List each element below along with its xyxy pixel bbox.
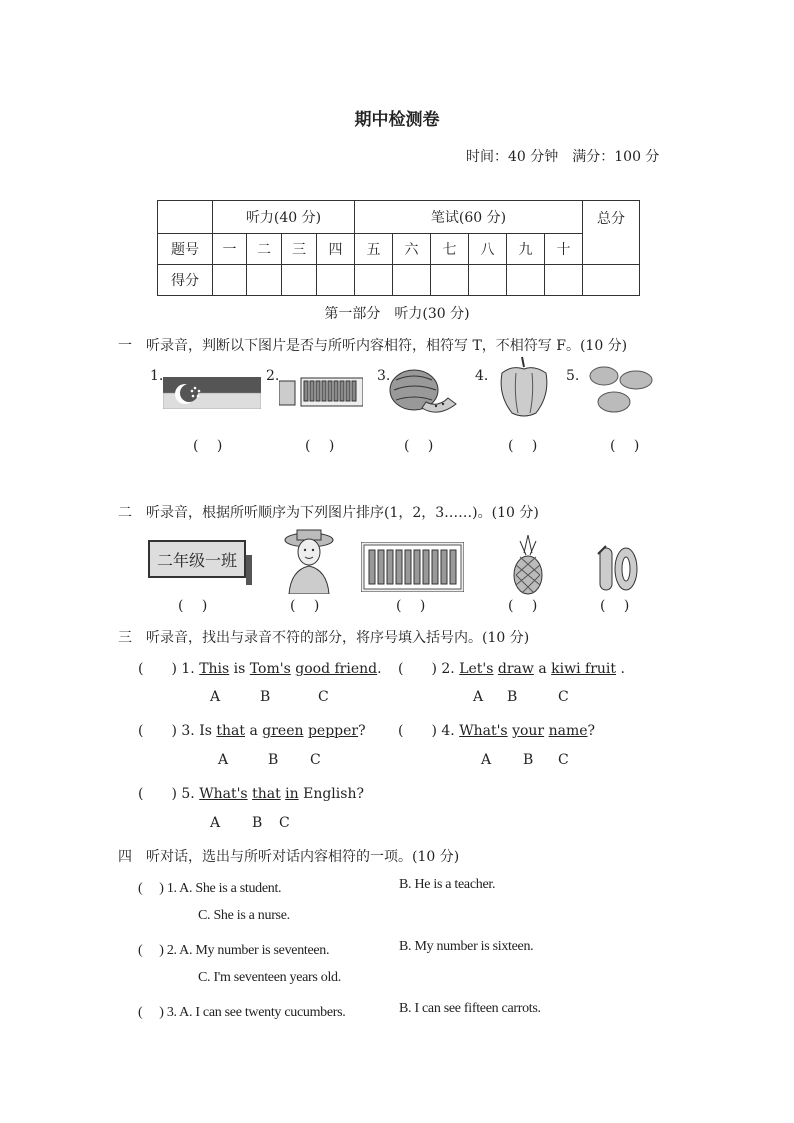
option-b[interactable]: B. I can see fifteen carrots. — [399, 1001, 541, 1016]
label-b: B — [252, 815, 263, 831]
score-input-cell[interactable] — [355, 265, 393, 296]
flag-picture — [163, 377, 261, 409]
blank-cell — [158, 201, 213, 234]
part-heading: 第一部分 听力(30 分) — [324, 306, 470, 322]
section-1-title: 一 听录音，判断以下图片是否与所听内容相符，相符写 T，不相符写 F。(10 分) — [118, 338, 628, 354]
num-cell: 五 — [355, 234, 393, 265]
answer-paren[interactable]: ( ) — [138, 943, 164, 958]
question-3-5 — [138, 783, 364, 803]
total-input-cell[interactable] — [583, 265, 640, 296]
underlined-word-c: pepper — [307, 723, 359, 739]
label-c: C — [318, 689, 329, 705]
answer-paren[interactable]: ( ) — [508, 598, 538, 614]
score-input-cell[interactable] — [393, 265, 431, 296]
score-input-cell[interactable] — [545, 265, 583, 296]
answer-paren[interactable]: ( ) — [398, 723, 437, 739]
answer-paren[interactable]: ( ) — [404, 438, 434, 454]
plain-text: English? — [298, 786, 364, 802]
num-cell: 六 — [393, 234, 431, 265]
num-cell: 四 — [317, 234, 355, 265]
option-a[interactable]: 1. A. She is a student. — [166, 881, 282, 896]
row-label-score: 得分 — [158, 265, 213, 296]
option-a[interactable]: 2. A. My number is seventeen. — [166, 943, 330, 958]
answer-paren[interactable]: ( ) — [508, 438, 538, 454]
label-a: A — [473, 689, 484, 705]
score-input-cell[interactable] — [213, 265, 247, 296]
label-b: B — [260, 689, 271, 705]
underlined-word-a: that — [216, 723, 245, 739]
option-c[interactable]: C. I'm seventeen years old. — [198, 970, 341, 985]
score-input-cell[interactable] — [247, 265, 282, 296]
pencil-box-picture — [361, 542, 464, 592]
score-input-cell[interactable] — [317, 265, 355, 296]
question-4-2 — [138, 939, 329, 959]
option-b[interactable]: B. My number is sixteen. — [399, 939, 534, 954]
score-input-cell[interactable] — [469, 265, 507, 296]
section-2-title: 二 听录音，根据所听顺序为下列图片排序(1，2，3……)。(10 分) — [118, 505, 539, 521]
question-number: 2. — [441, 661, 455, 677]
plain-text: a — [245, 723, 263, 739]
total-header: 总分 — [583, 201, 640, 265]
answer-paren[interactable]: ( ) — [398, 661, 437, 677]
plain-text: ? — [358, 723, 366, 739]
answer-paren[interactable]: ( ) — [600, 598, 630, 614]
question-3-4 — [398, 720, 595, 740]
label-c: C — [558, 752, 569, 768]
pineapple-picture — [510, 535, 546, 595]
question-number: 5. — [181, 786, 195, 802]
underlined-word-b: that — [252, 786, 281, 802]
underlined-word-c: name — [548, 723, 588, 739]
number-ten-picture — [596, 542, 640, 592]
score-table — [157, 200, 640, 296]
section-3-title: 三 听录音，找出与录音不符的部分，将序号填入括号内。(10 分) — [118, 630, 530, 646]
question-4-1 — [138, 877, 281, 897]
listening-header: 听力(40 分) — [213, 201, 355, 234]
label-c: C — [558, 689, 569, 705]
question-number: 1. — [181, 661, 195, 677]
answer-paren[interactable]: ( ) — [138, 786, 177, 802]
option-b[interactable]: B. He is a teacher. — [399, 877, 496, 892]
watermelon-picture — [386, 368, 458, 418]
sign-post — [246, 555, 252, 585]
num-cell: 十 — [545, 234, 583, 265]
num-cell: 七 — [431, 234, 469, 265]
option-a[interactable]: 3. A. I can see twenty cucumbers. — [166, 1005, 346, 1020]
answer-paren[interactable]: ( ) — [193, 438, 223, 454]
underlined-word-b: your — [512, 723, 545, 739]
underlined-word-b: Tom's — [249, 661, 291, 677]
underlined-word-a: What's — [199, 786, 248, 802]
row-label-question: 题号 — [158, 234, 213, 265]
label-a: A — [481, 752, 492, 768]
answer-paren[interactable]: ( ) — [610, 438, 640, 454]
question-number: 4. — [441, 723, 455, 739]
plain-text: ? — [587, 723, 596, 739]
label-c: C — [279, 815, 290, 831]
label-a: A — [210, 815, 221, 831]
num-cell: 九 — [507, 234, 545, 265]
time-info: 时间：40 分钟 满分：100 分 — [466, 149, 660, 165]
underlined-word-c: in — [285, 786, 299, 802]
underlined-word-c: good friend — [295, 661, 378, 677]
plain-text: . — [616, 661, 625, 677]
answer-paren[interactable]: ( ) — [138, 1005, 164, 1020]
label-a: A — [210, 689, 221, 705]
item-number: 1. — [150, 368, 164, 384]
label-b: B — [268, 752, 279, 768]
answer-paren[interactable]: ( ) — [305, 438, 335, 454]
potatoes-picture — [584, 362, 658, 416]
score-input-cell[interactable] — [431, 265, 469, 296]
answer-paren[interactable]: ( ) — [138, 661, 177, 677]
option-c[interactable]: C. She is a nurse. — [198, 908, 290, 923]
farmer-picture — [283, 526, 335, 594]
underlined-word-a: This — [199, 661, 230, 677]
answer-paren[interactable]: ( ) — [178, 598, 208, 614]
answer-paren[interactable]: ( ) — [138, 881, 164, 896]
plain-text: . — [377, 661, 382, 677]
underlined-word-b: draw — [497, 661, 534, 677]
underlined-word-c: kiwi fruit — [551, 661, 617, 677]
underlined-word-b: green — [262, 723, 304, 739]
pepper-picture — [494, 355, 554, 419]
plain-text: is — [229, 661, 250, 677]
question-3-1 — [138, 658, 382, 678]
score-input-cell[interactable] — [507, 265, 545, 296]
crayons-picture — [279, 377, 363, 409]
label-c: C — [310, 752, 321, 768]
item-number: 3. — [377, 368, 391, 384]
underlined-word-a: What's — [459, 723, 508, 739]
question-3-2 — [398, 658, 625, 678]
item-number: 2. — [266, 368, 280, 384]
question-4-3 — [138, 1001, 345, 1021]
item-number: 5. — [566, 368, 580, 384]
question-number: 3. — [181, 723, 195, 739]
writing-header: 笔试(60 分) — [355, 201, 583, 234]
label-a: A — [218, 752, 229, 768]
page-title: 期中检测卷 — [354, 110, 440, 130]
num-cell: 八 — [469, 234, 507, 265]
section-4-title: 四 听对话，选出与所听对话内容相符的一项。(10 分) — [118, 849, 460, 865]
score-input-cell[interactable] — [282, 265, 317, 296]
item-number: 4. — [475, 368, 489, 384]
answer-paren[interactable]: ( ) — [396, 598, 426, 614]
label-b: B — [507, 689, 518, 705]
num-cell: 一 — [213, 234, 247, 265]
class-sign-text: 二年级一班 — [156, 550, 237, 570]
label-b: B — [523, 752, 534, 768]
plain-text: a — [533, 661, 552, 677]
answer-paren[interactable]: ( ) — [138, 723, 177, 739]
underlined-word-a: Let's — [459, 661, 494, 677]
question-3-3 — [138, 720, 366, 740]
num-cell: 二 — [247, 234, 282, 265]
plain-text: Is — [199, 723, 217, 739]
num-cell: 三 — [282, 234, 317, 265]
answer-paren[interactable]: ( ) — [290, 598, 320, 614]
class-sign-picture — [148, 540, 246, 578]
